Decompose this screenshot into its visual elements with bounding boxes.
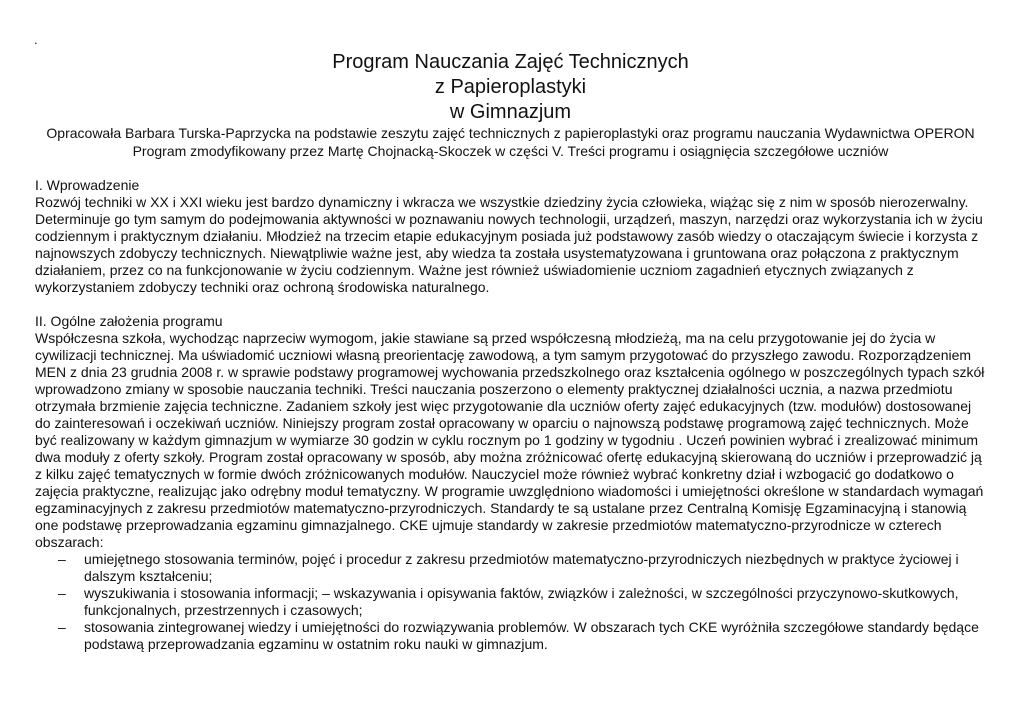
list-item-text: umiejętnego stosowania terminów, pojęć i procedur z zakresu przedmiotów matematyczno-przyrodniczych niezbędnych w praktyce życiowej i dalszym kształceniu; [84,551,959,584]
list-item [58,551,986,585]
section-general-assumptions [35,313,986,653]
section-heading: II. Ogólne założenia programu [35,313,223,329]
title-line-3: w Gimnazjum [449,101,572,123]
dash-marker: – [58,619,66,635]
section-introduction [35,177,986,296]
title-block [35,0,986,160]
section-body: Rozwój techniki w XX i XXI wieku jest bardzo dynamiczny i wkracza we wszystkie dziedziny życia człowieka, wiążąc się z nim w sposób nierozerwalny. Determinuje go tym samym do podejmowania aktywności w poznawaniu nowych technologii, urządzeń, maszyn, narzędzi oraz wykorzystania ich w życiu codziennym i praktycznym działaniu. Młodzież na trzecim etapie edukacyjnym posiada już podstawowy zasób wiedzy o otaczającym świecie i korzysta z najnowszych zdobyczy technicznych. Niewątpliwie ważne jest, aby wiedza ta została usystematyzowana i gruntowana oraz połączona z praktycznym działaniem, przez co na funkcjonowanie w życiu codziennym. Ważne jest również uświadomienie uczniom zagadnień etycznych związanych z wykorzystaniem zdobyczy techniki oraz ochroną środowiska naturalnego. [35,194,983,295]
standards-list [35,551,986,653]
page-marker: . [34,32,38,47]
list-item [58,619,986,653]
dash-marker: – [58,585,66,601]
author-credit: Opracowała Barbara Turska-Paprzycka na podstawie zeszytu zajęć technicznych z papieroplastyki oraz programu nauczania Wydawnictwa OPERON [46,125,975,141]
dash-marker: – [58,551,66,567]
title-line-1: Program Nauczania Zajęć Technicznych [332,51,689,73]
modification-credit: Program zmodyfikowany przez Martę Chojnacką-Skoczek w części V. Treści programu i osiągnięcia szczegółowe uczniów [132,143,889,159]
section-heading: I. Wprowadzenie [35,177,140,193]
title-line-2: z Papieroplastyki [434,76,587,98]
list-item [58,585,986,619]
list-item-text: wyszukiwania i stosowania informacji; – wskazywania i opisywania faktów, związków i zależności, w szczególności przyczynowo-skutkowych, funkcjonalnych, przestrzennych i czasowych; [84,585,959,618]
section-body: Współczesna szkoła, wychodząc naprzeciw wymogom, jakie stawiane są przed współczesną młodzieżą, ma na celu przygotowanie jej do życia w cywilizacji technicznej. Ma uświadomić uczniowi własną preorientację zawodową, a tym samym przygotować do przyszłego zawodu. Rozporządzeniem MEN z dnia 23 grudnia 2008 r. w sprawie podstawy programowej wychowania przedszkolnego oraz kształcenia ogólnego w poszczególnych typach szkół wprowadzono zmiany w sposobie nauczania techniki. Treści nauczania poszerzono o elementy praktycznej działalności ucznia, a nazwa przedmiotu otrzymała brzmienie zajęcia techniczne. Zadaniem szkoły jest więc przygotowanie dla uczniów oferty zajęć edukacyjnych (tzw. modułów) dostosowanej do zainteresowań i oczekiwań uczniów. Niniejszy program został opracowany w oparciu o najnowszą podstawę programową zajęć technicznych. Może być realizowany w każdym gimnazjum w wymiarze 30 godzin w cyklu rocznym po 1 godziny w tygodniu . Uczeń powinien wybrać i zrealizować minimum dwa moduły z oferty szkoły. Program został opracowany w sposób, aby można zróżnicować ofertę edukacyjną skierowaną do uczniów i przeprowadzić ją z kilku zajęć tematycznych w formie dwóch zróżnicowanych modułów. Nauczyciel może również wybrać konkretny dział i wzbogacić go dodatkowo o zajęcia praktyczne, realizując jako odrębny moduł tematyczny. W programie uwzględniono wiadomości i umiejętności określone w standardach wymagań egzaminacyjnych z zakresu przedmiotów matematyczno-przyrodniczych. Standardy te są ustalane przez Centralną Komisję Egzaminacyjną i stanowią one podstawę przeprowadzania egzaminu gimnazjalnego. CKE ujmuje standardy w zakresie przedmiotów matematyczno-przyrodnicze w czterech obszarach: [35,330,985,550]
list-item-text: stosowania zintegrowanej wiedzy i umiejętności do rozwiązywania problemów. W obszarach tych CKE wyróżniła szczegółowe standardy będące podstawą przeprowadzania egzaminu w ostatnim roku nauki w gimnazjum. [84,619,979,652]
